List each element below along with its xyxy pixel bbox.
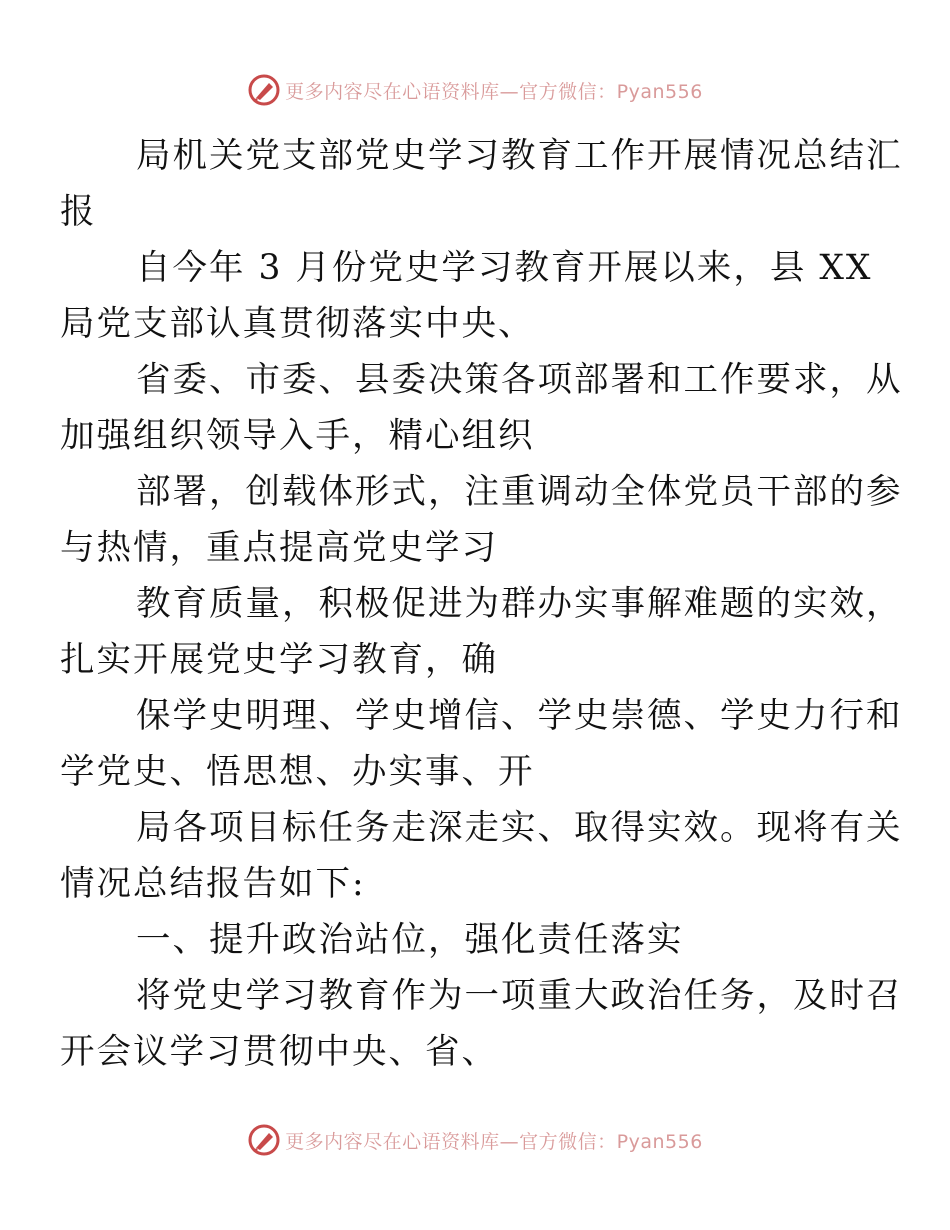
paragraph	[60, 800, 903, 912]
text-line: 将党史学习教育作为一项重大政治任务，及时召	[136, 976, 903, 1016]
text-line: 与热情，重点提高党史学习	[60, 528, 498, 568]
document-body	[60, 128, 903, 1080]
text-line: 报	[60, 192, 97, 232]
text-line: 部署，创载体形式，注重调动全体党员干部的参	[136, 472, 903, 512]
text-line: 扎实开展党史学习教育，确	[60, 640, 498, 680]
section-heading	[98, 912, 858, 968]
text-line: 情况总结报告如下:	[60, 864, 366, 904]
text-line: 一、提升政治站位，强化责任落实	[136, 920, 684, 960]
document-title	[60, 128, 903, 240]
text-line: 保学史明理、学史增信、学史崇德、学史力行和	[136, 696, 903, 736]
text-line: 省委、市委、县委决策各项部署和工作要求，从	[136, 360, 903, 400]
paragraph	[60, 352, 903, 464]
paragraph	[60, 968, 903, 1080]
watermark-text: 更多内容尽在心语资料库—官方微信：Pyan556	[285, 80, 703, 103]
paragraph	[60, 240, 873, 352]
watermark-text: 更多内容尽在心语资料库—官方微信：Pyan556	[285, 1130, 703, 1153]
watermark-footer	[0, 1120, 950, 1160]
text-line: 开会议学习贯彻中央、省、	[60, 1032, 498, 1072]
paragraph	[60, 464, 903, 576]
text-line: 局党支部认真贯彻落实中央、	[60, 304, 535, 344]
pen-logo-icon	[247, 1123, 281, 1157]
paragraph	[60, 688, 903, 800]
watermark-header	[0, 70, 950, 110]
text-line: 局各项目标任务走深走实、取得实效。现将有关	[136, 808, 903, 848]
text-line: 加强组织领导入手，精心组织	[60, 416, 535, 456]
text-line: 教育质量，积极促进为群办实事解难题的实效，	[136, 584, 903, 624]
paragraph	[60, 576, 903, 688]
text-line: 学党史、悟思想、办实事、开	[60, 752, 535, 792]
pen-logo-icon	[247, 73, 281, 107]
text-line: 自今年 3 月份党史学习教育开展以来，县 XX	[136, 248, 873, 288]
text-line: 局机关党支部党史学习教育工作开展情况总结汇	[136, 136, 903, 176]
